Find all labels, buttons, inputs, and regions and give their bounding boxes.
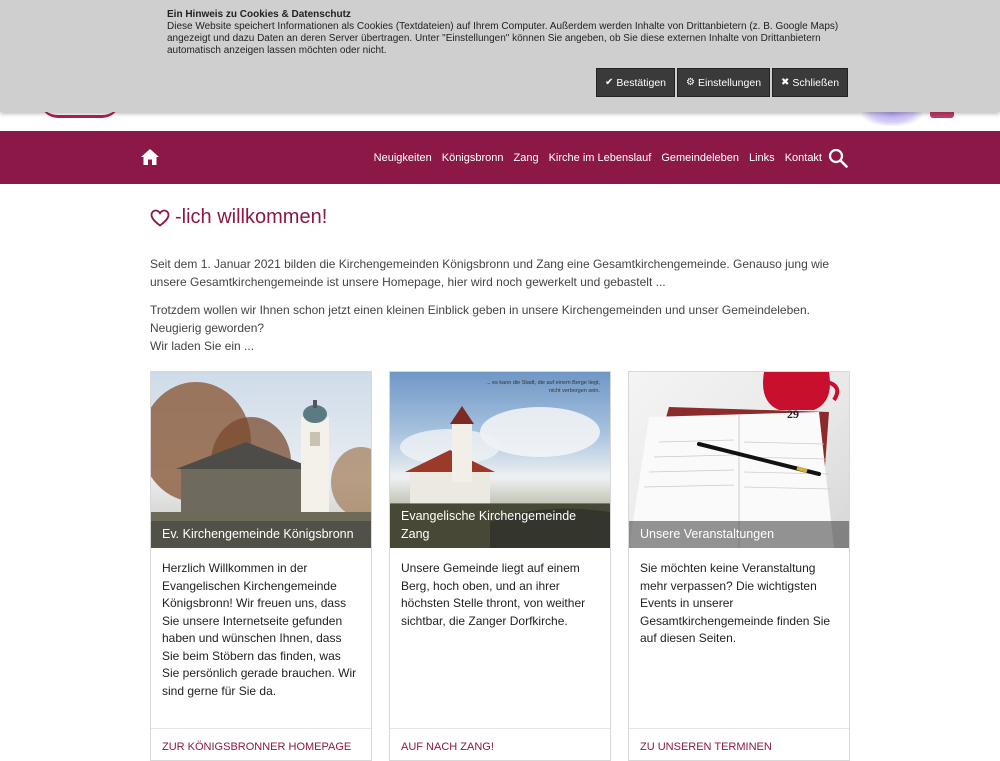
bible-verse-line: ... es kann die Stadt, die auf einem Berge liegt, [485,380,600,386]
cookie-text: Diese Website speichert Informationen als Cookies (Textdateien) auf Ihrem Computer. Außerdem werden Inhalte von Drittanbietern (z. B. Google Maps) angezeigt und dazu Daten an deren Server übertragen. Unter "Einstellungen" können Sie angeben, ob Sie diese externen Inhalte von Drittanbietern automatisch anzeigen lassen möchten oder nicht. [167,21,839,56]
card-caption: Evangelische Kirchengemeinde Zang [390,503,610,548]
intro-paragraph: Seit dem 1. Januar 2021 bilden die Kirchengemeinden Königsbronn und Zang eine Gesamtkirchengemeinde. Genauso jung wie unsere Gesamtkirchengemeinde ist unsere Homepage, hier wird noch gewerkelt und gebastelt ... [150,257,830,289]
card-image-calendar[interactable] [629,372,849,548]
card-image-zang-church[interactable] [390,372,610,548]
nav-item-koenigsbronn[interactable]: Königsbronn [441,151,504,164]
card-text: Unsere Gemeinde liegt auf einem Berg, hoch oben, und an ihrer höchsten Stelle thront, von weither sichtbar, die Zanger Dorfkirche. [401,561,586,628]
confirm-button[interactable] [596,68,675,97]
close-icon: ✖ [781,77,790,88]
settings-label: Einstellungen [697,76,762,89]
intro-line: Neugierig geworden? [150,321,265,335]
confirm-label: Bestätigen [616,76,667,89]
card-text: Herzlich Willkommen in der Evangelischen Kirchengemeinde Königsbronn! Wir freuen uns, dass Sie unsere Internetseite gefunden haben und wünschen Ihnen, dass Sie beim Stöbern das finden, was Sie persönlich gerade brauchen. Wir sind gerne für Sie da. [162,561,357,698]
intro-paragraph-2 [150,301,850,355]
heart-icon [150,209,170,227]
nav-item-links[interactable]: Links [749,151,775,164]
calendar-date: 29 [787,407,799,421]
card-zang[interactable] [389,371,611,761]
cookie-notice [167,9,847,57]
bible-verse-line: nicht verborgen sein. [548,388,600,394]
card-caption: Ev. Kirchengemeinde Königsbronn [151,521,371,548]
card-caption: Unsere Veranstaltungen [629,521,849,548]
home-icon[interactable] [140,148,160,166]
nav-item-neuigkeiten[interactable]: Neuigkeiten [373,151,432,164]
page-title [150,206,327,229]
gear-icon: ⚙ [686,77,695,88]
card-link-zang[interactable]: AUF NACH ZANG! [390,728,610,753]
intro-line: Wir laden Sie ein ... [150,339,255,353]
card-image-koenigsbronn-church[interactable] [151,372,371,548]
close-label: Schließen [792,76,840,89]
cookie-title: Ein Hinweis zu Cookies & Datenschutz [167,9,351,20]
header [0,112,1000,131]
nav-item-zang[interactable]: Zang [513,151,539,164]
search-icon[interactable] [828,148,848,168]
card-link-termine[interactable]: ZU UNSEREN TERMINEN [629,728,849,753]
nav-item-kontakt[interactable]: Kontakt [784,151,822,164]
nav-item-kirche-im-lebenslauf[interactable]: Kirche im Lebenslauf [548,151,652,164]
intro-text [150,255,850,365]
card-text: Sie möchten keine Veranstaltung mehr verpassen? Die wichtigsten Events in unserer Gesamtkirchengemeinde finden Sie auf diesen Seiten. [640,561,831,645]
cookie-buttons [596,68,848,97]
settings-button[interactable] [677,68,770,97]
main-nav [364,131,822,184]
intro-line: Trotzdem wollen wir Ihnen schon jetzt einen kleinen Einblick geben in unsere Kirchengemeinden und unser Gemeindeleben. [150,303,810,317]
nav-item-gemeindeleben[interactable]: Gemeindeleben [661,151,739,164]
card-koenigsbronn[interactable] [150,371,372,761]
close-button[interactable] [772,68,848,97]
check-icon: ✔ [605,77,614,88]
card-link-koenigsbronn[interactable]: ZUR KÖNIGSBRONNER HOMEPAGE [151,728,371,753]
welcome-text: -lich willkommen! [175,206,328,228]
cookie-banner [0,0,1000,112]
card-veranstaltungen[interactable] [628,371,850,761]
